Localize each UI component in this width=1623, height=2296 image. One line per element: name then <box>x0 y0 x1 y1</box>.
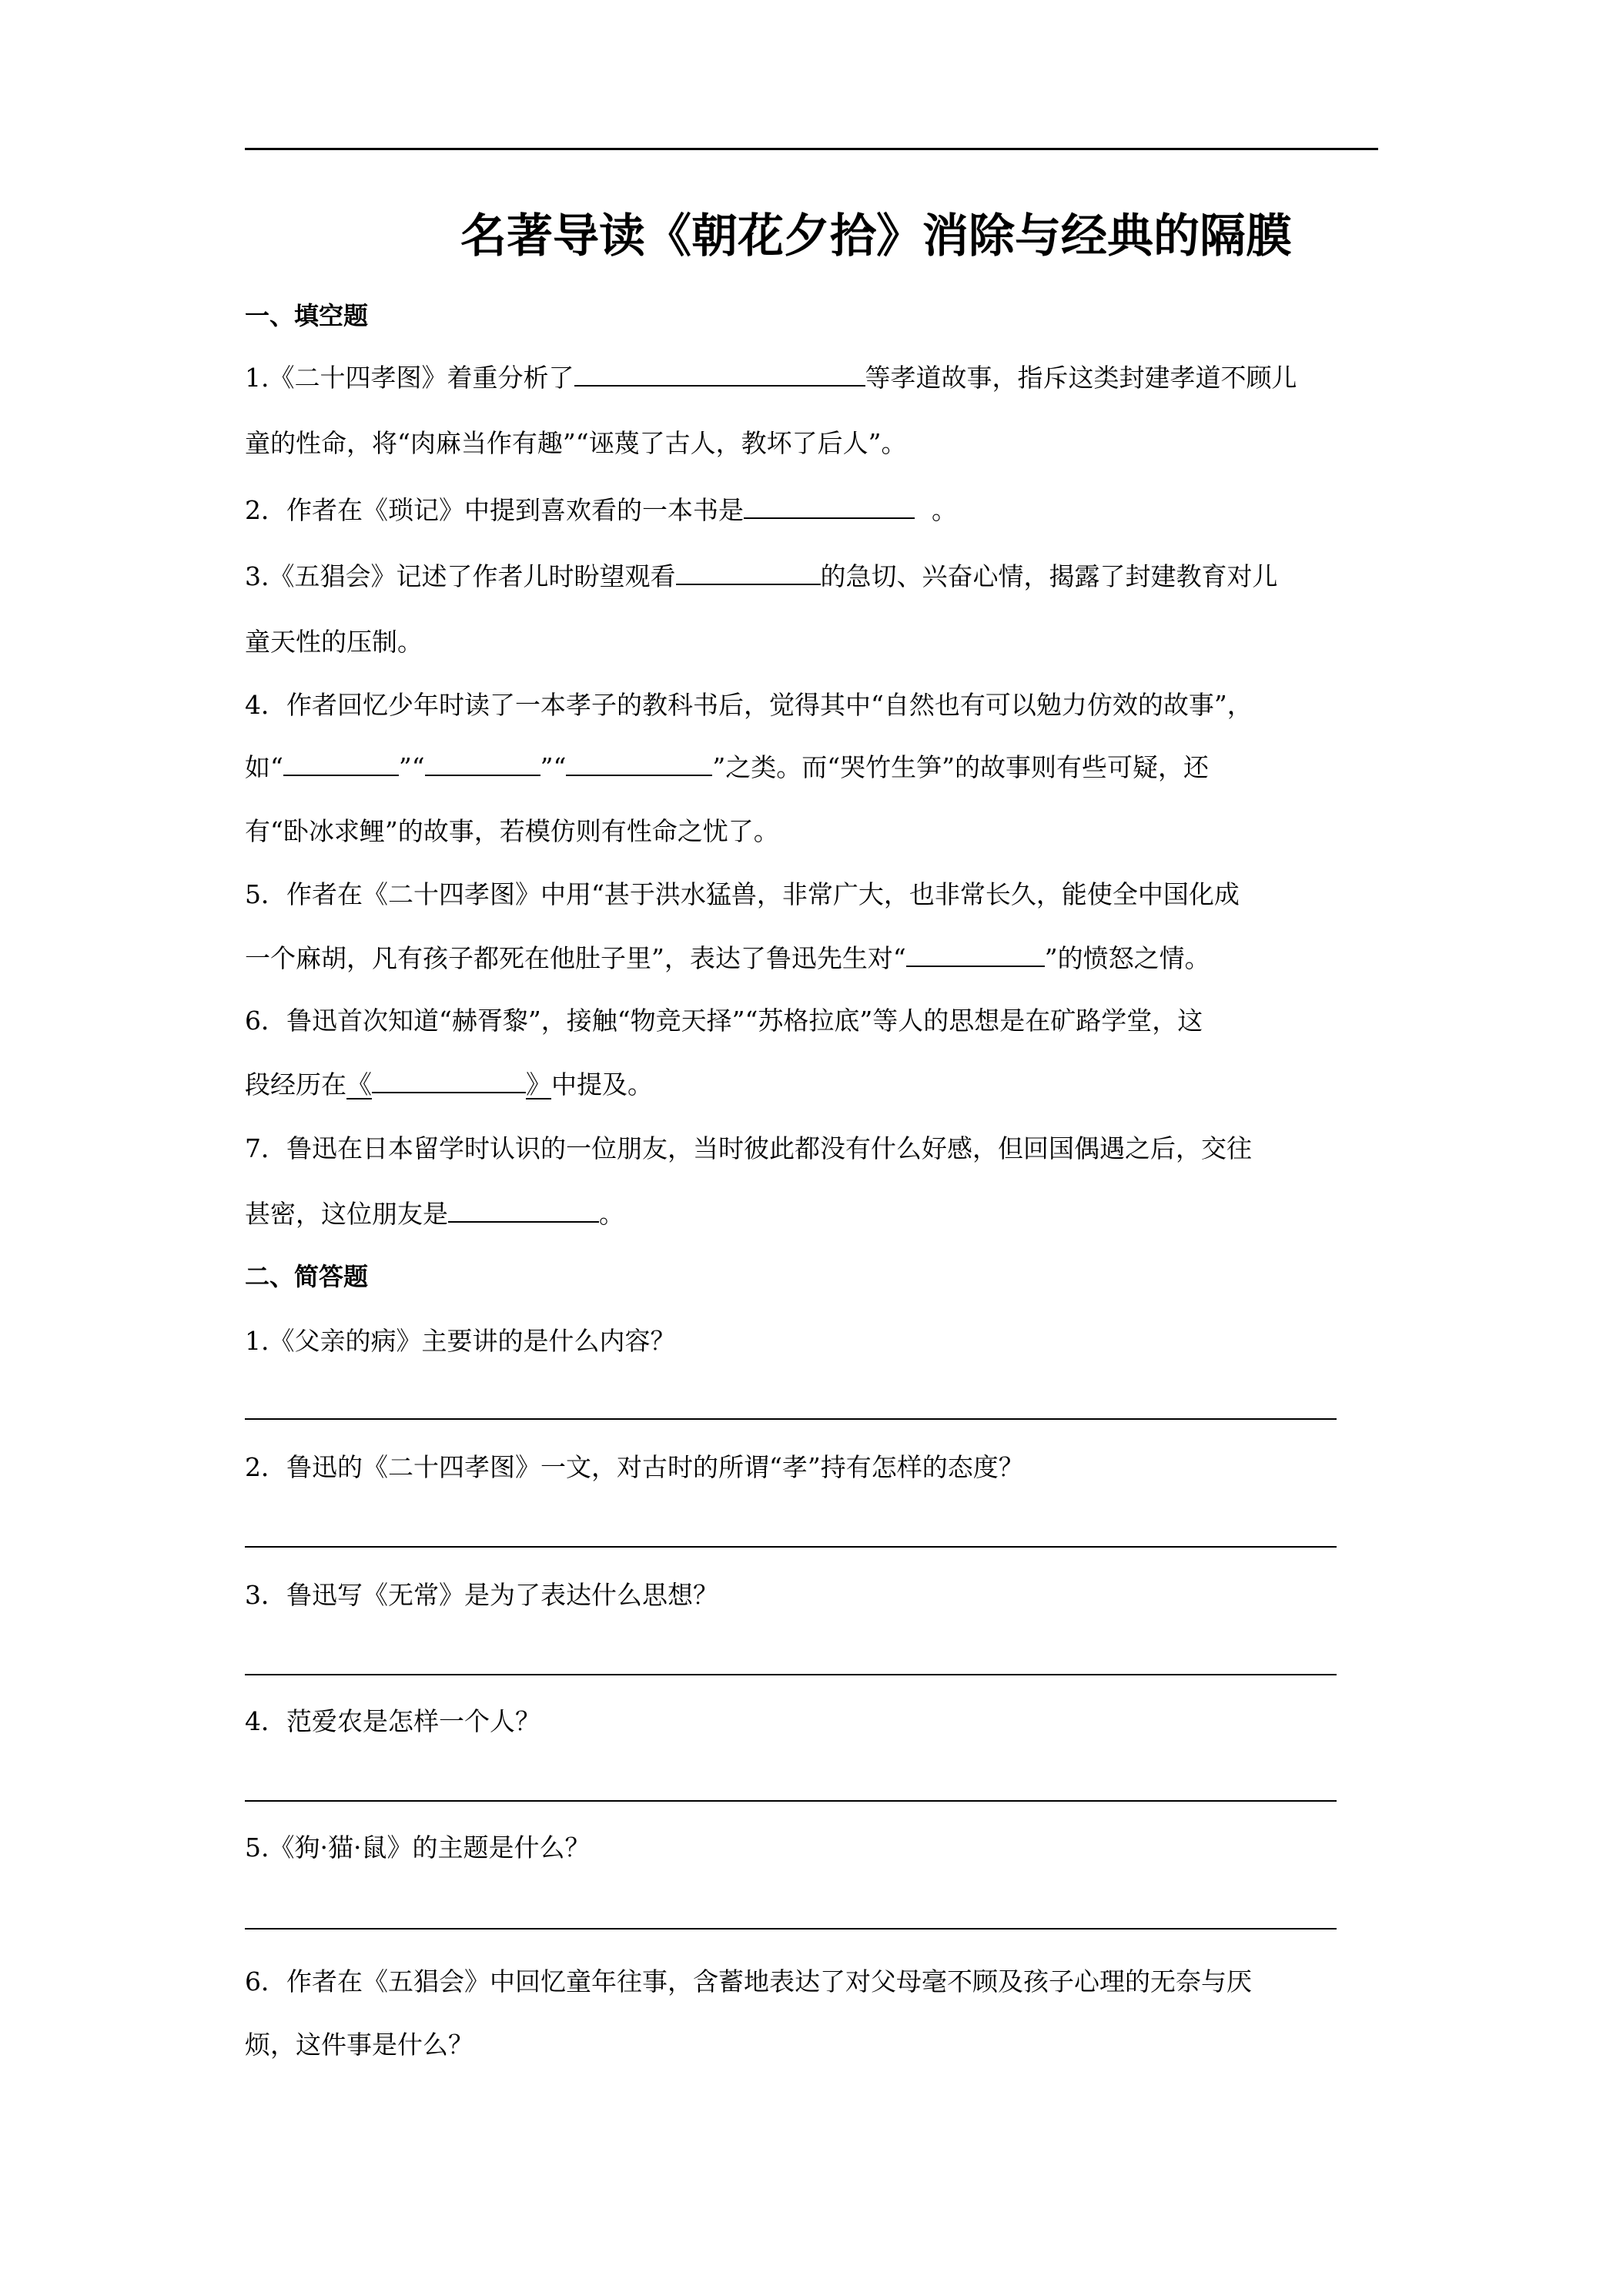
short-question-6-line-2: 烦，这件事是什么？ <box>245 2030 474 2060</box>
answer-blank[interactable] <box>425 748 540 776</box>
fill-question-5-line-2: 一个麻胡，凡有孩子都死在他肚子里”，表达了鲁迅先生对“ ”的愤怒之情。 <box>245 939 1210 977</box>
header-rule <box>245 148 1378 150</box>
fill-question-4-line-2: 如“ ”“ ”“ ”之类。而“哭竹生笋”的故事则有些可疑，还 <box>245 748 1209 786</box>
answer-blank[interactable] <box>744 491 915 519</box>
fill-question-1-line-2: 童的性命，将“肉麻当作有趣”“诬蔑了古人，教坏了后人”。 <box>245 428 907 458</box>
fill-question-6-line-2: 段经历在《 》中提及。 <box>245 1066 653 1103</box>
answer-blank[interactable] <box>574 359 865 387</box>
short-question-1: 1.《父亲的病》主要讲的是什么内容？ <box>245 1326 676 1356</box>
fill-question-5-line-1: 5．作者在《二十四孝图》中用“甚于洪水猛兽，非常广大，也非常长久，能使全中国化成 <box>245 879 1240 909</box>
answer-blank[interactable] <box>906 939 1045 967</box>
answer-blank[interactable] <box>448 1195 599 1223</box>
fill-question-1-line-1: 1.《二十四孝图》着重分析了 等孝道故事，指斥这类封建孝道不顾儿 <box>245 359 1297 397</box>
answer-line[interactable] <box>245 1928 1337 1930</box>
fill-question-6-line-1: 6．鲁迅首次知道“赫胥黎”，接触“物竞天择”“苏格拉底”等人的思想是在矿路学堂，这 <box>245 1006 1203 1036</box>
section-heading-fill-in: 一、填空题 <box>245 301 369 330</box>
short-question-3: 3．鲁迅写《无常》是为了表达什么思想？ <box>245 1580 718 1610</box>
answer-blank[interactable] <box>283 748 399 776</box>
answer-line[interactable] <box>245 1418 1337 1420</box>
answer-blank[interactable] <box>676 557 821 585</box>
page-title: 名著导读《朝花夕拾》消除与经典的隔膜 <box>460 209 1292 263</box>
answer-line[interactable] <box>245 1800 1337 1802</box>
short-question-4: 4．范爱农是怎样一个人？ <box>245 1706 540 1736</box>
short-question-6-line-1: 6．作者在《五猖会》中回忆童年往事，含蓄地表达了对父母毫不顾及孩子心理的无奈与厌 <box>245 1966 1252 1996</box>
short-question-2: 2．鲁迅的《二十四孝图》一文，对古时的所谓“孝”持有怎样的态度？ <box>245 1452 1024 1482</box>
fill-question-3-line-1: 3.《五猖会》记述了作者儿时盼望观看 的急切、兴奋心情，揭露了封建教育对儿 <box>245 557 1278 595</box>
answer-blank[interactable] <box>372 1066 526 1093</box>
fill-question-4-line-3: 有“卧冰求鲤”的故事，若模仿则有性命之忧了。 <box>245 816 779 846</box>
short-question-5: 5.《狗·猫·鼠》的主题是什么？ <box>245 1832 591 1863</box>
section-heading-short-answer: 二、简答题 <box>245 1262 369 1291</box>
answer-line[interactable] <box>245 1546 1337 1548</box>
fill-question-4-line-1: 4．作者回忆少年时读了一本孝子的教科书后，觉得其中“自然也有可以勉力仿效的故事”， <box>245 690 1253 720</box>
fill-question-3-line-2: 童天性的压制。 <box>245 627 423 657</box>
answer-blank[interactable] <box>566 748 712 776</box>
fill-question-7-line-1: 7．鲁迅在日本留学时认识的一位朋友，当时彼此都没有什么好感，但回国偶遇之后，交往 <box>245 1133 1252 1163</box>
fill-question-2: 2．作者在《琐记》中提到喜欢看的一本书是 。 <box>245 491 957 529</box>
fill-question-7-line-2: 甚密，这位朋友是 。 <box>245 1195 624 1233</box>
answer-line[interactable] <box>245 1674 1337 1675</box>
